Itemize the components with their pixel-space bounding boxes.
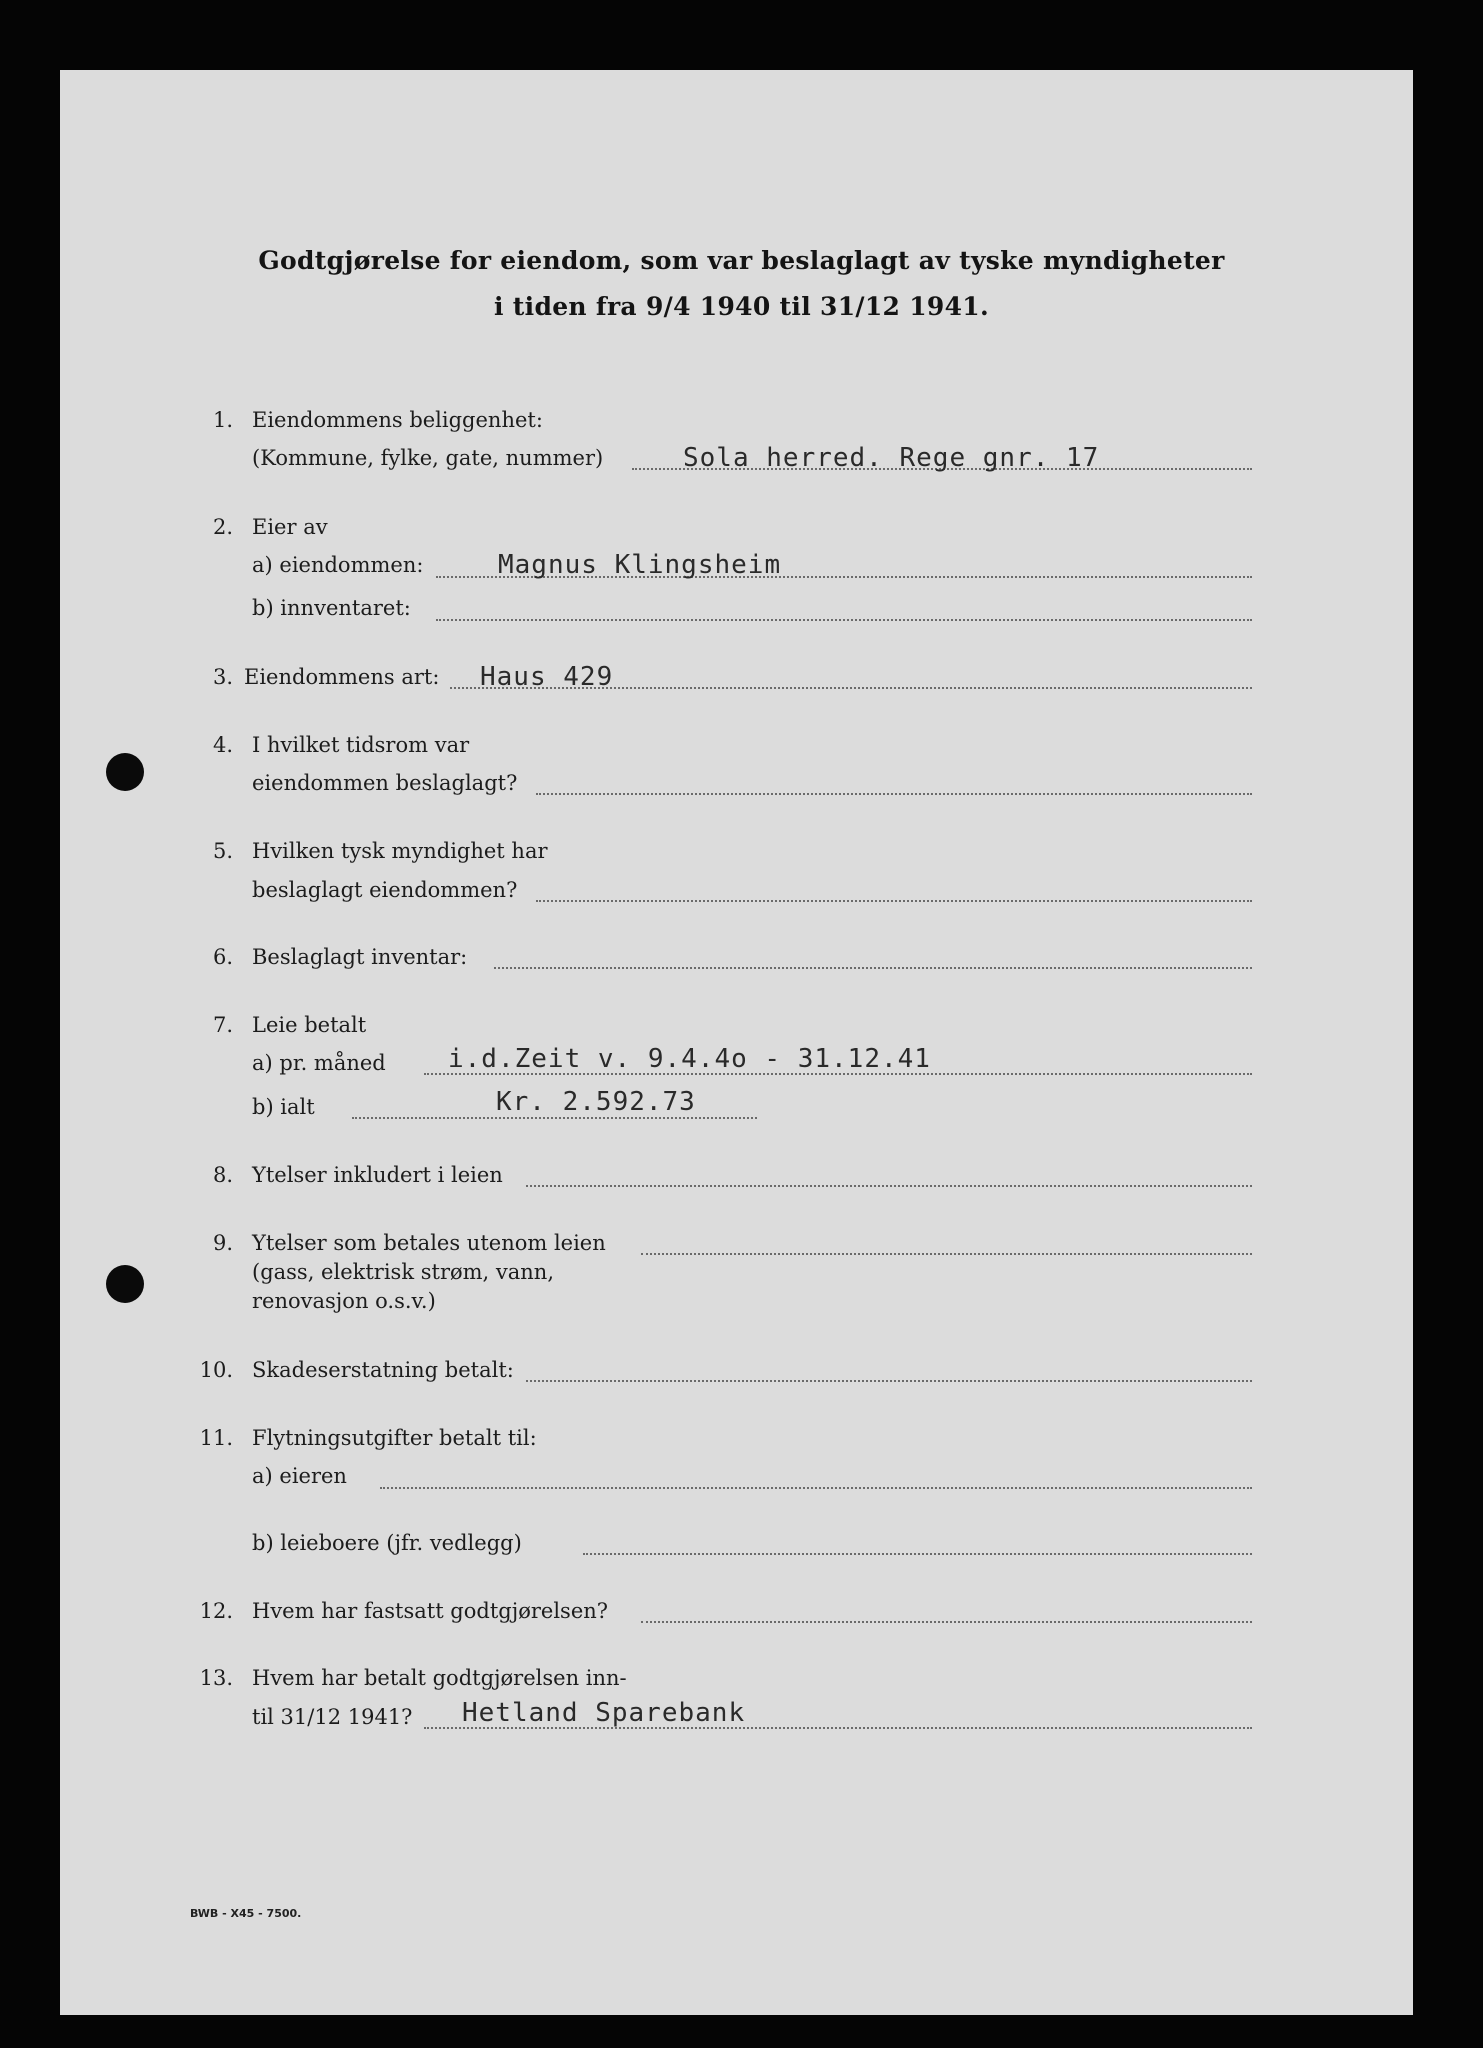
item-7-label: Leie betalt [252, 1013, 367, 1037]
item-11b-fill-line [583, 1553, 1252, 1555]
item-3-label: Eiendommens art: [244, 665, 440, 689]
item-9-sublabel-2: renovasjon o.s.v.) [252, 1289, 436, 1313]
printer-footer: BWB - X45 - 7500. [190, 1907, 302, 1920]
item-13-number: 13. [199, 1666, 233, 1690]
item-5-sublabel: beslaglagt eiendommen? [252, 878, 518, 902]
item-8-number: 8. [212, 1163, 233, 1187]
item-1-value: Sola herred. Rege gnr. 17 [683, 443, 1100, 473]
item-5-number: 5. [212, 839, 233, 863]
item-4-label: I hvilket tidsrom var [252, 733, 470, 757]
form-title-line2: i tiden fra 9/4 1940 til 31/12 1941. [494, 292, 989, 321]
item-11-number: 11. [199, 1426, 233, 1450]
item-4-number: 4. [212, 733, 233, 757]
item-4-sublabel: eiendommen beslaglagt? [252, 771, 518, 795]
form-title-line1: Godtgjørelse for eiendom, som var beslaglagt av tyske myndigheter [258, 246, 1225, 275]
item-2a-label: a) eiendommen: [252, 553, 424, 577]
punch-hole-bottom [106, 1265, 144, 1303]
item-7a-label: a) pr. måned [252, 1051, 386, 1075]
item-1-number: 1. [212, 408, 233, 432]
item-13-value: Hetland Sparebank [462, 1698, 746, 1728]
item-11a-label: a) eieren [252, 1464, 347, 1488]
item-8-fill-line [526, 1185, 1252, 1187]
item-7b-label: b) ialt [252, 1095, 315, 1119]
item-5-fill-line [536, 900, 1252, 902]
item-9-label: Ytelser som betales utenom leien [252, 1231, 606, 1255]
item-12-label: Hvem har fastsatt godtgjørelsen? [252, 1599, 609, 1623]
item-11-label: Flytningsutgifter betalt til: [252, 1426, 537, 1450]
item-5-label: Hvilken tysk myndighet har [252, 839, 548, 863]
item-7-number: 7. [212, 1013, 233, 1037]
punch-hole-top [106, 753, 144, 791]
item-1-sublabel: (Kommune, fylke, gate, nummer) [252, 446, 604, 470]
item-7b-fill-line [352, 1117, 757, 1119]
item-2a-value: Magnus Klingsheim [498, 550, 782, 580]
item-9-sublabel-1: (gass, elektrisk strøm, vann, [252, 1260, 554, 1284]
item-12-number: 12. [199, 1599, 233, 1623]
item-13-label: Hvem har betalt godtgjørelsen inn- [252, 1666, 627, 1690]
item-1-label: Eiendommens beliggenhet: [252, 408, 543, 432]
item-2-label: Eier av [252, 515, 328, 539]
item-10-label: Skadeserstatning betalt: [252, 1358, 514, 1382]
item-6-label: Beslaglagt inventar: [252, 945, 468, 969]
item-11a-fill-line [380, 1487, 1252, 1489]
item-12-fill-line [641, 1621, 1252, 1623]
item-3-value: Haus 429 [480, 662, 614, 692]
item-6-number: 6. [212, 945, 233, 969]
item-6-fill-line [494, 967, 1252, 969]
item-7b-value: Kr. 2.592.73 [496, 1087, 696, 1117]
item-7a-value: i.d.Zeit v. 9.4.4o - 31.12.41 [448, 1044, 931, 1074]
item-9-number: 9. [212, 1231, 233, 1255]
item-10-fill-line [526, 1380, 1252, 1382]
item-11b-label: b) leieboere (jfr. vedlegg) [252, 1531, 522, 1555]
item-10-number: 10. [199, 1358, 233, 1382]
item-13-sublabel: til 31/12 1941? [252, 1705, 413, 1729]
item-3-number: 3. [212, 665, 233, 689]
item-8-label: Ytelser inkludert i leien [252, 1163, 503, 1187]
item-2b-fill-line [436, 619, 1252, 621]
item-4-fill-line [536, 793, 1252, 795]
item-9-fill-line [641, 1253, 1252, 1255]
item-2b-label: b) innventaret: [252, 596, 411, 620]
item-2-number: 2. [212, 515, 233, 539]
